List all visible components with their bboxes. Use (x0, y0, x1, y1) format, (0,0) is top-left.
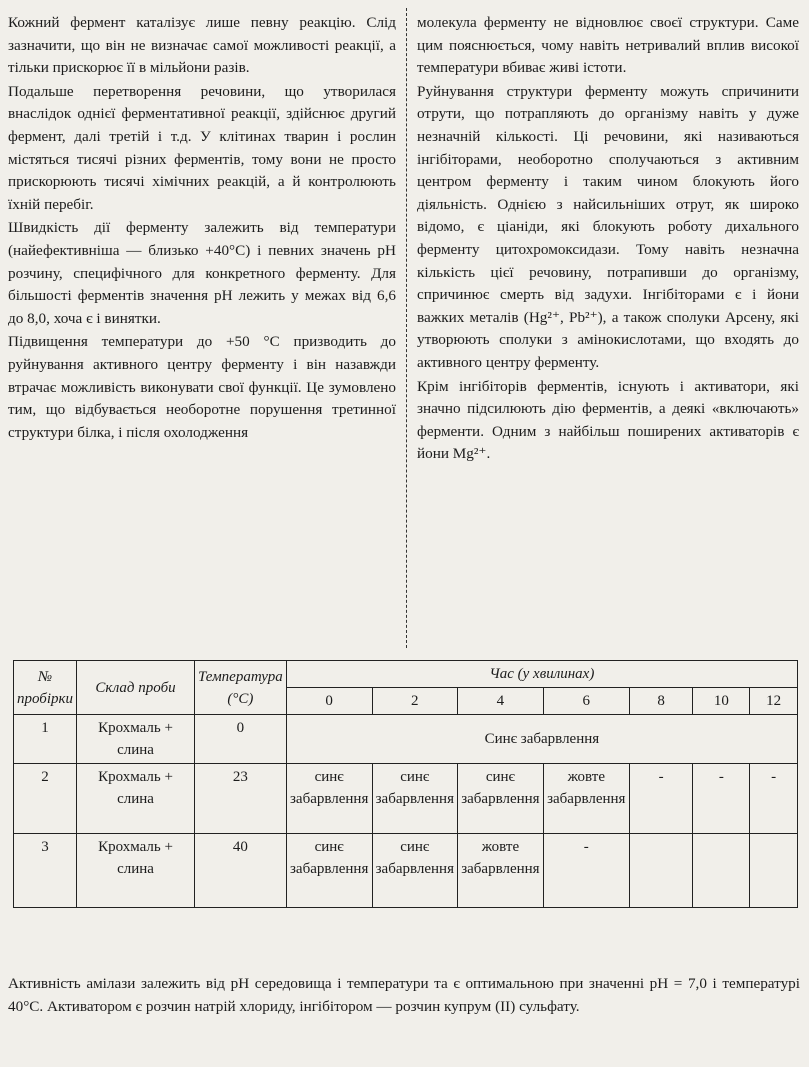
paragraph: Крім інгібіторів ферментів, існують і активатори, які значно підсилюють дію ферментів, а деякі «включають» ферменти. Одним з найбільш поширених активаторів є йони Mg²⁺. (417, 377, 799, 463)
paragraph: Кожний фермент каталізує лише певну реакцію. Слід зазначити, що він не визначає самої можливості реакції, а тільки прискорює її в мільйони разів. (8, 14, 396, 77)
result-cell: жовте забарвлення (543, 764, 629, 834)
table-row (14, 764, 798, 834)
merged-result: Синє забарвлення (286, 715, 797, 764)
result-cell: - (629, 764, 693, 834)
header-tube-number: № пробірки (14, 661, 77, 715)
time-point: 10 (693, 688, 750, 715)
result-cell: синє забарвлення (286, 764, 372, 834)
column-divider (406, 8, 407, 648)
composition: Крохмаль + слина (77, 764, 195, 834)
paragraph: Підвищення температури до +50 °С призводить до руйнування активного центру ферменту і він назавжди втрачає можливість виконувати свої функції. Це зумовлено тим, що відбувається необоротне порушення третинної структури білка, і після охолодження (8, 333, 396, 441)
table-row (14, 715, 798, 764)
result-cell (629, 834, 693, 908)
paragraph: Активність амілази залежить від рН середовища і температури та є оптимальною при значенні рН = 7,0 і температурі 40°С. Активатором є розчин натрій хлориду, інгібітором — розчин купрум (ІІ) сульфату. (8, 975, 800, 1015)
time-point: 4 (457, 688, 543, 715)
time-point: 12 (750, 688, 798, 715)
result-cell (750, 834, 798, 908)
paragraph: Руйнування структури ферменту можуть спричинити отрути, що потрапляють до організму навіть у дуже незначній кількості. Ці речовини, які називаються інгібіторами, необоротно сполучаються з активним центром ферменту і таким чином блокують його діяльність. Однією з найсильніших отрут, як широко відомо, є ціаніди, які блокують роботу дихального ферменту цитохромоксидази. Тому навіть незначна кількість цієї речовину, потрапивши до організму, спричинює смерть від задухи. Інгібіторами є і йони важких металів (Hg²⁺, Pb²⁺), а також сполуки Арсену, які утворюють сполуки з амінокислотами, що входять до активного центру ферменту. (417, 82, 799, 371)
result-cell: синє забарвлення (372, 764, 457, 834)
conclusion-text (8, 972, 800, 1018)
result-cell: - (693, 764, 750, 834)
result-cell (693, 834, 750, 908)
right-text-column (417, 12, 799, 466)
result-cell: - (750, 764, 798, 834)
result-cell: синє забарвлення (372, 834, 457, 908)
tube-number: 3 (14, 834, 77, 908)
composition: Крохмаль + слина (77, 834, 195, 908)
tube-number: 1 (14, 715, 77, 764)
experiment-table (13, 660, 798, 908)
temperature: 0 (195, 715, 287, 764)
temperature: 40 (195, 834, 287, 908)
result-cell: жовте забарвлення (457, 834, 543, 908)
header-composition: Склад проби (77, 661, 195, 715)
table-header-row (14, 661, 798, 688)
left-text-column (8, 12, 396, 444)
header-time: Час (у хвилинах) (286, 661, 797, 688)
tube-number: 2 (14, 764, 77, 834)
result-cell: - (543, 834, 629, 908)
time-point: 0 (286, 688, 372, 715)
time-point: 2 (372, 688, 457, 715)
composition: Крохмаль + слина (77, 715, 195, 764)
paragraph: Швидкість дії ферменту залежить від температури (найефективніша — близько +40°С) і певних значень рН розчину, специфічного для конкретного ферменту. Для більшості ферментів значення рН лежить у межах від 6,6 до 8,0, хоча є і винятки. (8, 219, 396, 327)
temperature: 23 (195, 764, 287, 834)
paragraph: молекула ферменту не відновлює своєї структури. Саме цим пояснюється, чому навіть нетривалий вплив високої температури вбиває живі істоти. (417, 14, 799, 77)
result-cell: синє забарвлення (286, 834, 372, 908)
result-cell: синє забарвлення (457, 764, 543, 834)
table-row (14, 834, 798, 908)
time-point: 6 (543, 688, 629, 715)
time-point: 8 (629, 688, 693, 715)
paragraph: Подальше перетворення речовини, що утворилася внаслідок однієї ферментативної реакції, здійснює другий фермент, далі третій і т.д. У клітинах тварин і рослин містяться тисячі різних ферментів, тому вони не просто прискорюють тисячі хімічних реакцій, а й контролюють їхній перебіг. (8, 82, 396, 213)
header-temperature: Температура (°С) (195, 661, 287, 715)
